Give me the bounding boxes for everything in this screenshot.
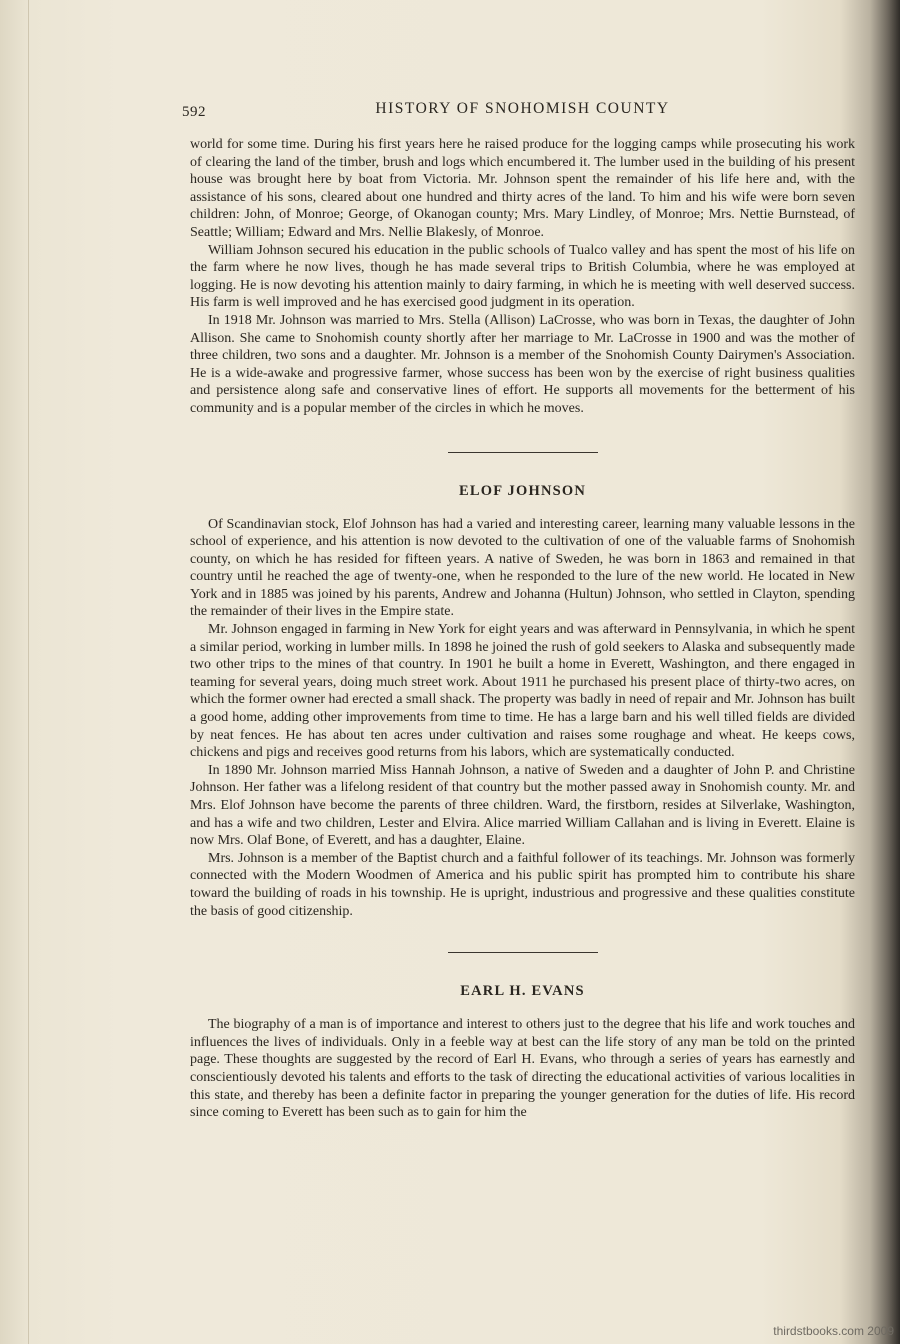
paragraph: Of Scandinavian stock, Elof Johnson has had a varied and interesting career, learning many valuable lessons in the school of experience, and his attention is now devoted to the cultivation of one of the valuable farms of Snohomish county, on which he has resided for fifteen years. A native of Sweden, he was born in 1863 and remained in that country until he reached the age of twenty-one, when he responded to the lure of the new world. He located in New York and in 1885 was joined by his parents, Andrew and Johanna (Hultun) Johnson, who settled in Clayton, spending the remainder of their lives in the Empire state.: [190, 516, 855, 620]
running-head: [182, 100, 855, 130]
watermark: thirdstbooks.com 2009: [773, 1324, 894, 1338]
paragraph: world for some time. During his first years here he raised produce for the logging camps while prosecuting his work of clearing the land of the timber, brush and logs which encumbered it. The lumber used in the building of his present house was brought here by boat from Victoria. Mr. Johnson spent the remainder of his life here and, with the assistance of his sons, cleared about one hundred and thirty acres of the land. To him and his wife were born seven children: John, of Monroe; George, of Okanogan county; Mrs. Mary Lindley, of Monroe; Mrs. Nettie Burnstead, of Seattle; William; Edward and Mrs. Nellie Blakesly, of Monroe.: [190, 137, 855, 240]
section-divider: [448, 452, 598, 453]
paragraph: The biography of a man is of importance and interest to others just to the degree that his life and work touches and influences the lives of individuals. Only in a feeble way at best can the life story of any man be told on the printed page. These thoughts are suggested by the record of Earl H. Evans, who through a series of years has earnestly and conscientiously devoted his talents and efforts to the task of directing the educational activities of various localities in this state, and thereby has been a definite factor in preparing the younger generation for the duties of life. His record since coming to Everett has been such as to gain for him the: [190, 1017, 855, 1121]
paragraph: William Johnson secured his education in the public schools of Tualco valley and has spent the most of his life on the farm where he now lives, though he has made several trips to British Columbia, where he was employed at logging. He is now devoting his attention mainly to dairy farming, in which he is meeting with well deserved success. His farm is well improved and he has exercised good judgment in its operation.: [190, 242, 855, 311]
section-william-johnson-continued: [190, 136, 855, 418]
paragraph: In 1918 Mr. Johnson was married to Mrs. Stella (Allison) LaCrosse, who was born in Texas, the daughter of John Allison. She came to Snohomish county shortly after her marriage to Mr. LaCrosse in 1900 and was the mother of three children, two sons and a daughter. Mr. Johnson is a member of the Snohomish County Dairymen's Association. He is a wide-awake and progressive farmer, whose success has been won by the exercise of right business qualities and persistence along safe and conservative lines of effort. He supports all movements for the betterment of his community and is a popular member of the circles in which he moves.: [190, 312, 855, 416]
section-divider: [448, 952, 598, 953]
section-elof-johnson: [190, 516, 855, 921]
page-content: [182, 100, 855, 1122]
section-heading-earl-evans: EARL H. EVANS: [460, 983, 585, 1000]
page-number: 592: [182, 104, 206, 120]
section-earl-evans: [190, 1016, 855, 1122]
section-heading-elof-johnson: ELOF JOHNSON: [458, 482, 587, 499]
paragraph: In 1890 Mr. Johnson married Miss Hannah Johnson, a native of Sweden and a daughter of John P. and Christine Johnson. Her father was a lifelong resident of that country but the mother passed away in Snohomish county. Mr. and Mrs. Elof Johnson have become the parents of three children. Ward, the firstborn, resides at Silverlake, Washington, and has a wife and two children, Lester and Elvira. Alice married William Callahan and is living in Everett. Elaine is now Mrs. Olaf Bone, of Everett, and has a daughter, Elaine.: [190, 762, 855, 849]
page-gutter-line: [28, 0, 29, 1344]
paragraph: Mr. Johnson engaged in farming in New York for eight years and was afterward in Pennsylvania, in which he spent a similar period, working in lumber mills. In 1898 he joined the rush of gold seekers to Alaska and subsequently made two other trips to the mines of that country. In 1901 he built a home in Everett, Washington, and there engaged in teaming for several years, doing much street work. About 1911 he purchased his present place of thirty-two acres, on which the former owner had erected a small shack. The property was badly in need of repair and Mr. Johnson has built a good home, adding other improvements from time to time. He has a large barn and his well tilled fields are divided by neat fences. He has about ten acres under cultivation and raises some roughage and wheat. He keeps cows, chickens and pigs and receives good returns from his labors, which are systematically conducted.: [190, 622, 855, 761]
paragraph: Mrs. Johnson is a member of the Baptist church and a faithful follower of its teachings. Mr. Johnson was formerly connected with the Modern Woodmen of America and his public spirit has prompted him to contribute his share toward the building of roads in his township. He is upright, industrious and progressive and these qualities constitute the basis of good citizenship.: [190, 850, 855, 919]
running-title: HISTORY OF SNOHOMISH COUNTY: [375, 100, 670, 117]
